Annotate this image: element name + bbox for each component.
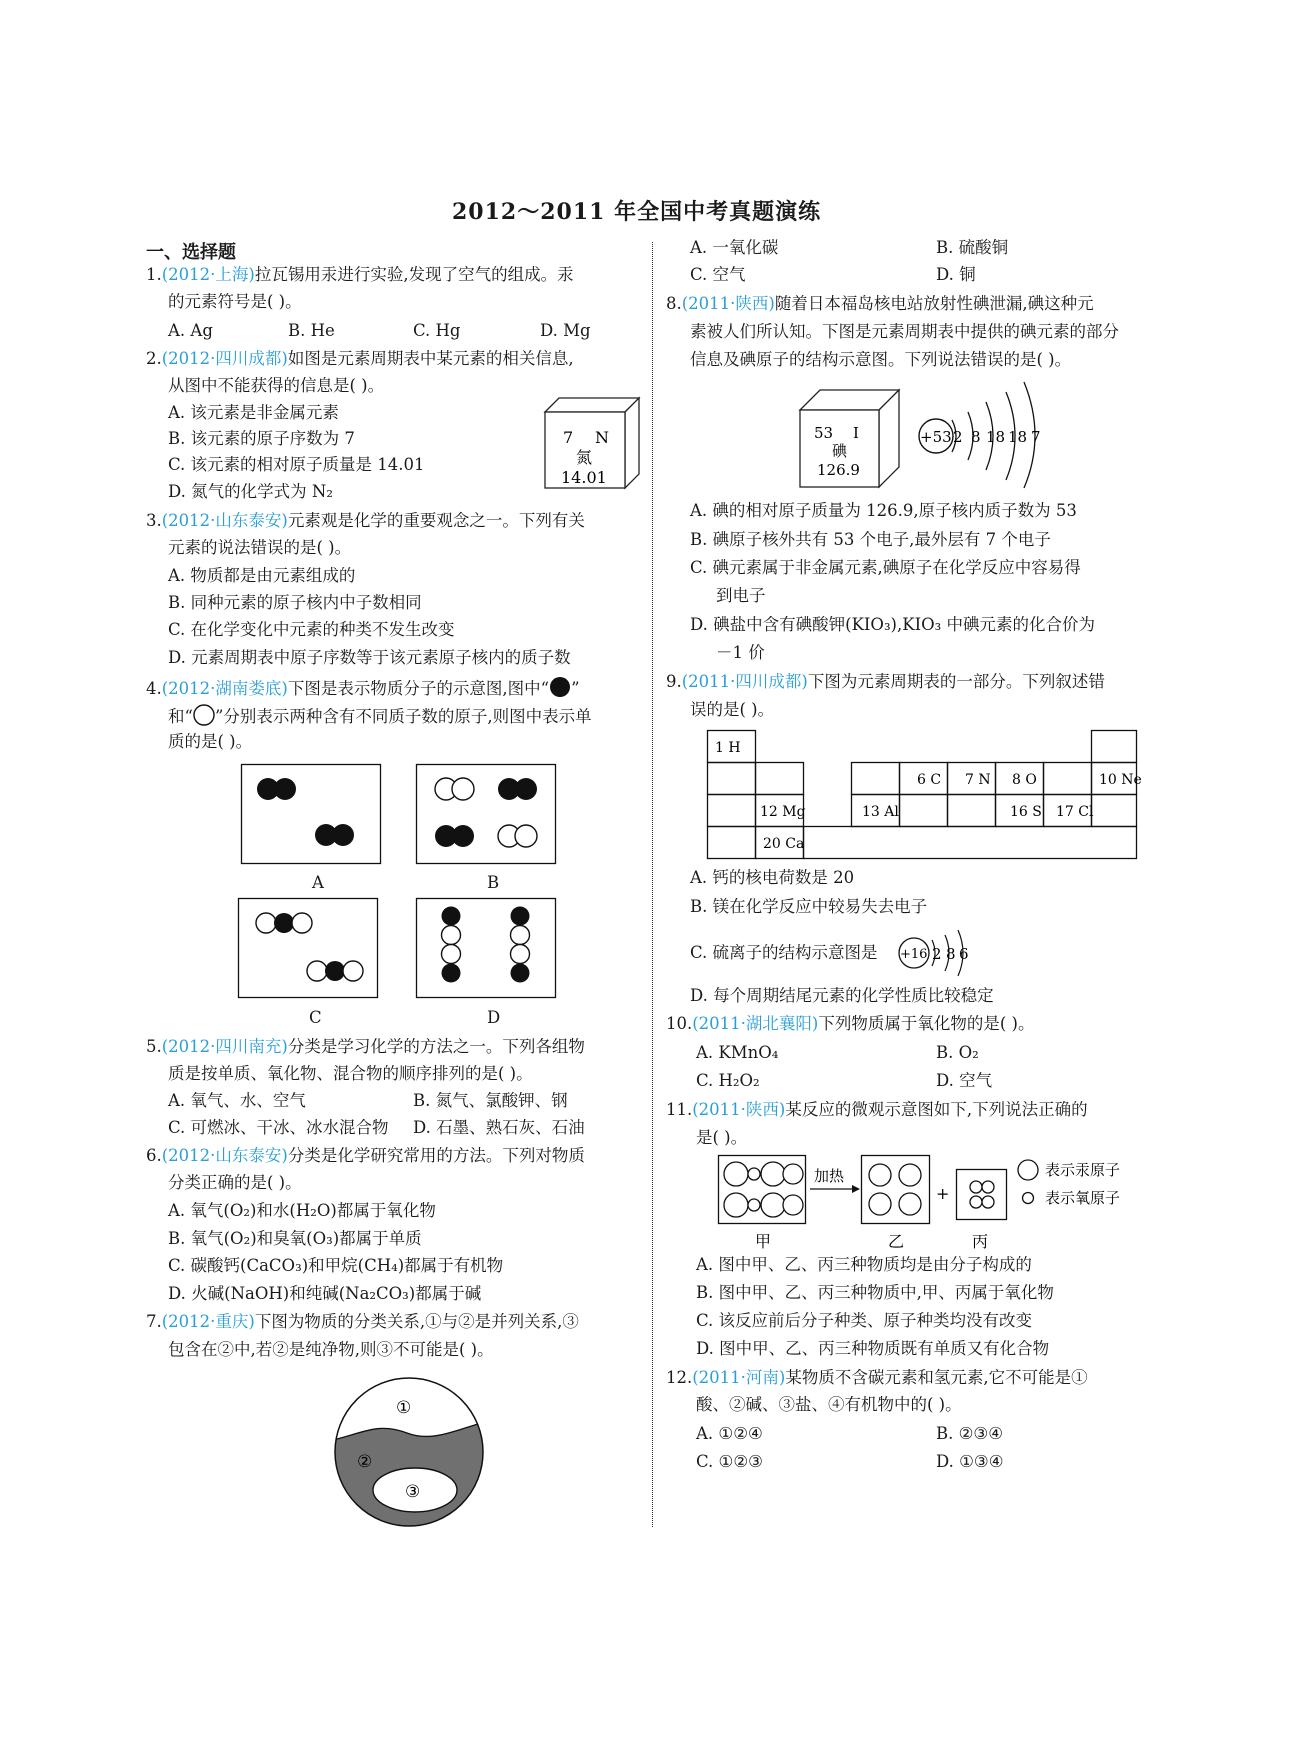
option-b: B. He <box>288 321 335 340</box>
iodine-atom-structure <box>916 380 1066 490</box>
question-text: 质的是( )。 <box>168 732 253 751</box>
question-number: 11. <box>666 1100 693 1119</box>
option-c: C. 碘元素属于非金属元素,碘原子在化学反应中容易得 <box>690 558 1081 577</box>
sulfur-ion-structure <box>896 926 976 976</box>
question-text: 质是按单质、氧化物、混合物的顺序排列的是( )。 <box>168 1064 533 1083</box>
diagram-label-b: B <box>487 873 500 892</box>
question-source: (2011·河南) <box>692 1368 786 1387</box>
option-a: A. KMnO₄ <box>696 1043 779 1062</box>
shell-electrons: 18 <box>1008 428 1028 446</box>
option-a: A. 氧气(O₂)和水(H₂O)都属于氧化物 <box>168 1201 436 1220</box>
label-bing: 丙 <box>972 1232 989 1251</box>
option-c: C. 硫离子的结构示意图是 <box>690 943 878 962</box>
periodic-table-fragment <box>707 730 1142 860</box>
question-text: 元素的说法错误的是( )。 <box>168 538 352 557</box>
label-jia: 甲 <box>755 1232 772 1251</box>
question-source: (2011·湖北襄阳) <box>692 1014 819 1033</box>
question-source: (2011·陕西) <box>681 294 775 313</box>
question-text: 包含在②中,若②是纯净物,则③不可能是( )。 <box>168 1340 494 1359</box>
option-d: D. 空气 <box>936 1071 993 1090</box>
cell-o: 8 O <box>1012 772 1037 788</box>
question-number: 3. <box>146 511 162 530</box>
shell-electrons: 7 <box>1031 428 1041 446</box>
question-number: 4. <box>146 679 162 698</box>
option-d-cont: －1 价 <box>716 643 765 662</box>
option-d: D. 每个周期结尾元素的化学性质比较稳定 <box>690 986 994 1005</box>
option-b: B. ②③④ <box>936 1424 1003 1443</box>
option-d: D. 碘盐中含有碘酸钾(KIO₃),KIO₃ 中碘元素的化合价为 <box>690 615 1095 634</box>
shell-electrons: 6 <box>959 945 969 963</box>
element-symbol: N <box>595 428 609 447</box>
region-3-label: ③ <box>405 1482 421 1502</box>
question-number: 7. <box>146 1312 162 1331</box>
question-source: (2012·重庆) <box>161 1312 255 1331</box>
option-d: D. Mg <box>540 321 591 340</box>
element-number: 7 <box>563 428 574 447</box>
element-symbol: I <box>853 424 859 442</box>
option-c: C. 该反应前后分子种类、原子种类均没有改变 <box>696 1311 1033 1330</box>
option-a: A. 碘的相对原子质量为 126.9,原子核内质子数为 53 <box>690 501 1077 520</box>
nucleus-charge: +16 <box>900 947 928 962</box>
question-text: ”分别表示两种含有不同质子数的原子,则图中表示单 <box>214 707 592 726</box>
question-number: 12. <box>666 1368 693 1387</box>
element-mass: 14.01 <box>561 468 607 487</box>
option-a: A. 氧气、水、空气 <box>168 1091 306 1110</box>
cell-ca: 20 Ca <box>763 836 805 852</box>
cell-c: 6 C <box>917 772 942 788</box>
cell-s: 16 S <box>1010 804 1042 820</box>
option-b: B. 氧气(O₂)和臭氧(O₃)都属于单质 <box>168 1229 422 1248</box>
option-c: C. Hg <box>413 321 461 340</box>
option-d: D. 石墨、熟石灰、石油 <box>413 1118 585 1137</box>
question-number: 5. <box>146 1037 162 1056</box>
option-a: A. 该元素是非金属元素 <box>168 403 339 422</box>
element-number: 53 <box>814 424 834 442</box>
region-1-label: ① <box>396 1398 412 1418</box>
option-c: C. H₂O₂ <box>696 1071 760 1090</box>
question-text: 某物质不含碳元素和氢元素,它不可能是① <box>785 1368 1088 1387</box>
question-text: 如图是元素周期表中某元素的相关信息, <box>287 349 574 368</box>
nucleus-charge: +53 <box>920 428 952 446</box>
section-heading: 一、选择题 <box>146 242 236 263</box>
question-number: 6. <box>146 1146 162 1165</box>
molecule-box-b <box>416 764 556 864</box>
question-source: (2011·四川成都) <box>681 672 808 691</box>
option-c: C. ①②③ <box>696 1452 763 1471</box>
black-atom-icon <box>549 676 571 698</box>
option-a: A. ①②④ <box>696 1424 763 1443</box>
page-title: 2012～2011 年全国中考真题演练 <box>452 199 822 225</box>
option-b: B. 镁在化学反应中较易失去电子 <box>690 897 928 916</box>
question-text: 从图中不能获得的信息是( )。 <box>168 376 385 395</box>
legend-mercury: 表示汞原子 <box>1045 1161 1121 1179</box>
diagram-label-a: A <box>312 873 324 892</box>
element-name: 氮 <box>576 448 593 467</box>
option-c: C. 碳酸钙(CaCO₃)和甲烷(CH₄)都属于有机物 <box>168 1256 504 1275</box>
option-d: D. 图中甲、乙、丙三种物质既有单质又有化合物 <box>696 1339 1050 1358</box>
question-number: 9. <box>666 672 682 691</box>
question-text: 元素观是化学的重要观念之一。下列有关 <box>287 511 585 530</box>
question-number: 10. <box>666 1014 693 1033</box>
question-text: 下图为物质的分类关系,①与②是并列关系,③ <box>254 1312 579 1331</box>
nitrogen-element-cube <box>545 398 640 490</box>
cell-cl: 17 Cl <box>1056 804 1094 820</box>
option-b: B. O₂ <box>936 1043 979 1062</box>
question-text: 素被人们所认知。下图是元素周期表中提供的碘元素的部分 <box>690 322 1119 341</box>
option-b: B. 该元素的原子序数为 7 <box>168 429 355 448</box>
shell-electrons: 8 <box>971 428 981 446</box>
region-2-label: ② <box>357 1452 373 1472</box>
question-text: 随着日本福岛核电站放射性碘泄漏,碘这种元 <box>774 294 1094 313</box>
shell-electrons: 2 <box>953 428 963 446</box>
cell-h: 1 H <box>715 740 741 756</box>
option-b: B. 图中甲、乙、丙三种物质中,甲、丙属于氧化物 <box>696 1283 1054 1302</box>
diagram-label-c: C <box>309 1008 322 1027</box>
shell-electrons: 2 <box>932 945 942 963</box>
cell-n: 7 N <box>965 772 991 788</box>
question-text: 酸、②碱、③盐、④有机物中的( )。 <box>696 1395 962 1414</box>
molecule-box-c <box>238 898 378 998</box>
question-text: 误的是( )。 <box>690 700 775 719</box>
question-text: 分类正确的是( )。 <box>168 1173 302 1192</box>
question-text: 信息及碘原子的结构示意图。下列说法错误的是( )。 <box>690 350 1072 369</box>
molecule-box-a <box>241 764 381 864</box>
option-c: C. 可燃冰、干冰、冰水混合物 <box>168 1118 389 1137</box>
cell-mg: 12 Mg <box>760 804 806 820</box>
question-source: (2012·山东泰安) <box>161 511 288 530</box>
question-source: (2012·四川南充) <box>161 1037 288 1056</box>
option-c: C. 该元素的相对原子质量是 14.01 <box>168 455 425 474</box>
arrow-condition: 加热 <box>814 1167 845 1185</box>
iodine-element-cube <box>800 390 900 488</box>
question-source: (2012·湖南娄底) <box>161 679 288 698</box>
question-text: 某反应的微观示意图如下,下列说法正确的 <box>785 1100 1088 1119</box>
molecule-box-d <box>416 898 556 998</box>
question-number: 1. <box>146 265 162 284</box>
legend-oxygen: 表示氧原子 <box>1045 1189 1121 1207</box>
option-d: D. 铜 <box>936 265 976 284</box>
question-text: 下图为元素周期表的一部分。下列叙述错 <box>807 672 1105 691</box>
question-source: (2012·上海) <box>161 265 255 284</box>
question-text: 分类是学习化学的方法之一。下列各组物 <box>287 1037 585 1056</box>
option-d: D. 氮气的化学式为 N₂ <box>168 482 333 501</box>
option-d: D. 火碱(NaOH)和纯碱(Na₂CO₃)都属于碱 <box>168 1284 482 1303</box>
reaction-micro-diagram <box>718 1155 1138 1250</box>
question-number: 2. <box>146 349 162 368</box>
option-b: B. 同种元素的原子核内中子数相同 <box>168 593 422 612</box>
option-a: A. 物质都是由元素组成的 <box>168 566 356 585</box>
shell-electrons: 8 <box>946 945 956 963</box>
option-c-cont: 到电子 <box>716 586 766 605</box>
option-b: B. 氮气、氯酸钾、钢 <box>413 1091 568 1110</box>
question-number: 8. <box>666 294 682 313</box>
question-source: (2012·山东泰安) <box>161 1146 288 1165</box>
element-mass: 126.9 <box>817 461 860 479</box>
question-text: 分类是化学研究常用的方法。下列对物质 <box>287 1146 585 1165</box>
cell-ne: 10 Ne <box>1099 772 1142 788</box>
cell-al: 13 Al <box>862 804 899 820</box>
diagram-label-d: D <box>487 1008 501 1027</box>
question-text: 的元素符号是( )。 <box>168 292 302 311</box>
plus-sign: + <box>936 1184 950 1203</box>
label-yi: 乙 <box>888 1232 905 1251</box>
shell-electrons: 18 <box>986 428 1006 446</box>
option-b: B. 硫酸铜 <box>936 238 1009 257</box>
option-c: C. 空气 <box>690 265 746 284</box>
option-a: A. 图中甲、乙、丙三种物质均是由分子构成的 <box>696 1255 1032 1274</box>
option-a: A. Ag <box>168 321 213 340</box>
element-name: 碘 <box>832 442 848 460</box>
option-d: D. 元素周期表中原子序数等于该元素原子核内的质子数 <box>168 648 571 667</box>
column-divider <box>652 242 653 1527</box>
question-text: 下列物质属于氧化物的是( )。 <box>818 1014 1035 1033</box>
question-text: 是( )。 <box>696 1128 748 1147</box>
option-a: A. 钙的核电荷数是 20 <box>690 868 855 887</box>
option-c: C. 在化学变化中元素的种类不发生改变 <box>168 620 455 639</box>
option-d: D. ①③④ <box>936 1452 1004 1471</box>
question-source: (2012·四川成都) <box>161 349 288 368</box>
question-source: (2011·陕西) <box>692 1100 786 1119</box>
question-text: 拉瓦锡用汞进行实验,发现了空气的组成。汞 <box>254 265 574 284</box>
option-a: A. 一氧化碳 <box>690 238 779 257</box>
classification-circle-diagram <box>333 1377 488 1529</box>
option-b: B. 碘原子核外共有 53 个电子,最外层有 7 个电子 <box>690 530 1051 549</box>
question-text: 下图是表示物质分子的示意图,图中“ <box>287 679 550 698</box>
white-atom-icon <box>193 704 215 726</box>
